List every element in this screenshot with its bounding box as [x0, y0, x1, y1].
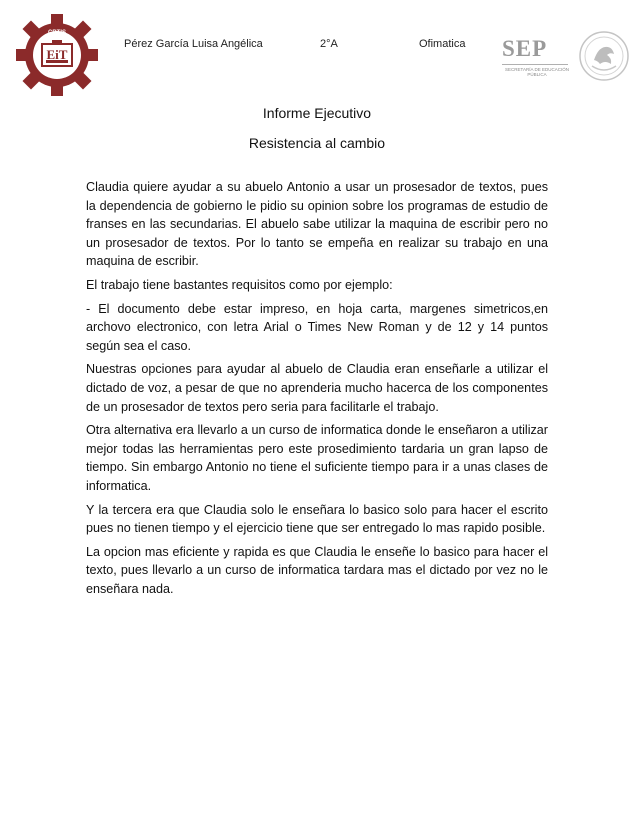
sep-logo — [502, 36, 574, 82]
school-logo-letters: EiT — [46, 47, 68, 62]
group-label: 2°A — [320, 38, 338, 50]
paragraph: El trabajo tiene bastantes requisitos como por ejemplo: — [86, 277, 393, 292]
document-body — [86, 178, 548, 603]
paragraph: Y la tercera era que Claudia solo le enseñara lo basico solo para hacer el escrito pues no tienen tiempo y el ejercicio tiene que ser entregado lo mas rapido posible. — [86, 502, 548, 536]
paragraph: La opcion mas eficiente y rapida es que Claudia le enseñe lo basico para hacer el texto, pues llevarlo a un curso de informatica tardara mas el dictado por vez no le enseñara nada. — [86, 544, 548, 596]
school-logo — [16, 14, 98, 96]
sep-logo-subtitle: SECRETARÍA DE EDUCACIÓN PÚBLICA — [505, 67, 569, 77]
subject-label: Ofimatica — [419, 38, 466, 50]
sep-logo-divider — [502, 64, 568, 65]
national-seal-icon — [578, 30, 630, 82]
paragraph: Claudia quiere ayudar a su abuelo Antonio a usar un prosesador de textos, pues la dependencia de gobierno le pidio su opinion sobre los programas de estudio de franses en las secundarias. El abuelo sabe utilizar la maquina de escribir pero no un prosesador de textos. Por lo tanto se empeña en realizar su trabajo en una maquina de escribir. — [86, 180, 548, 269]
paragraph: Nuestras opciones para ayudar al abuelo de Claudia eran enseñarle a utilizar el dictado de voz, a pesar de que no aprenderia mucho hacerca de los componentes de un prosesador de textos pero seria para facilitarle el trabajo. — [86, 362, 548, 414]
document-subtitle: Resistencia al cambio — [248, 135, 386, 151]
document-title: Informe Ejecutivo — [262, 105, 372, 121]
paragraph: - El documento debe estar impreso, en hoja carta, margenes simetricos,en archovo electronico, con letra Arial o Times New Roman y de 12 y 14 puntos según sea el caso. — [86, 301, 548, 353]
paragraph: Otra alternativa era llevarlo a un curso de informatica donde le enseñaron a utilizar mejor todas las herramientas pero este prosedimiento tardaria un gran lapso de tiempo. Sin embargo Antonio no tiene el suficiente tiempo para ir a unas clases de informatica. — [86, 423, 548, 493]
student-name: Pérez García Luisa Angélica — [124, 38, 263, 50]
school-logo-text: CBTIS — [48, 30, 66, 36]
sep-logo-word: SEP — [502, 36, 548, 61]
